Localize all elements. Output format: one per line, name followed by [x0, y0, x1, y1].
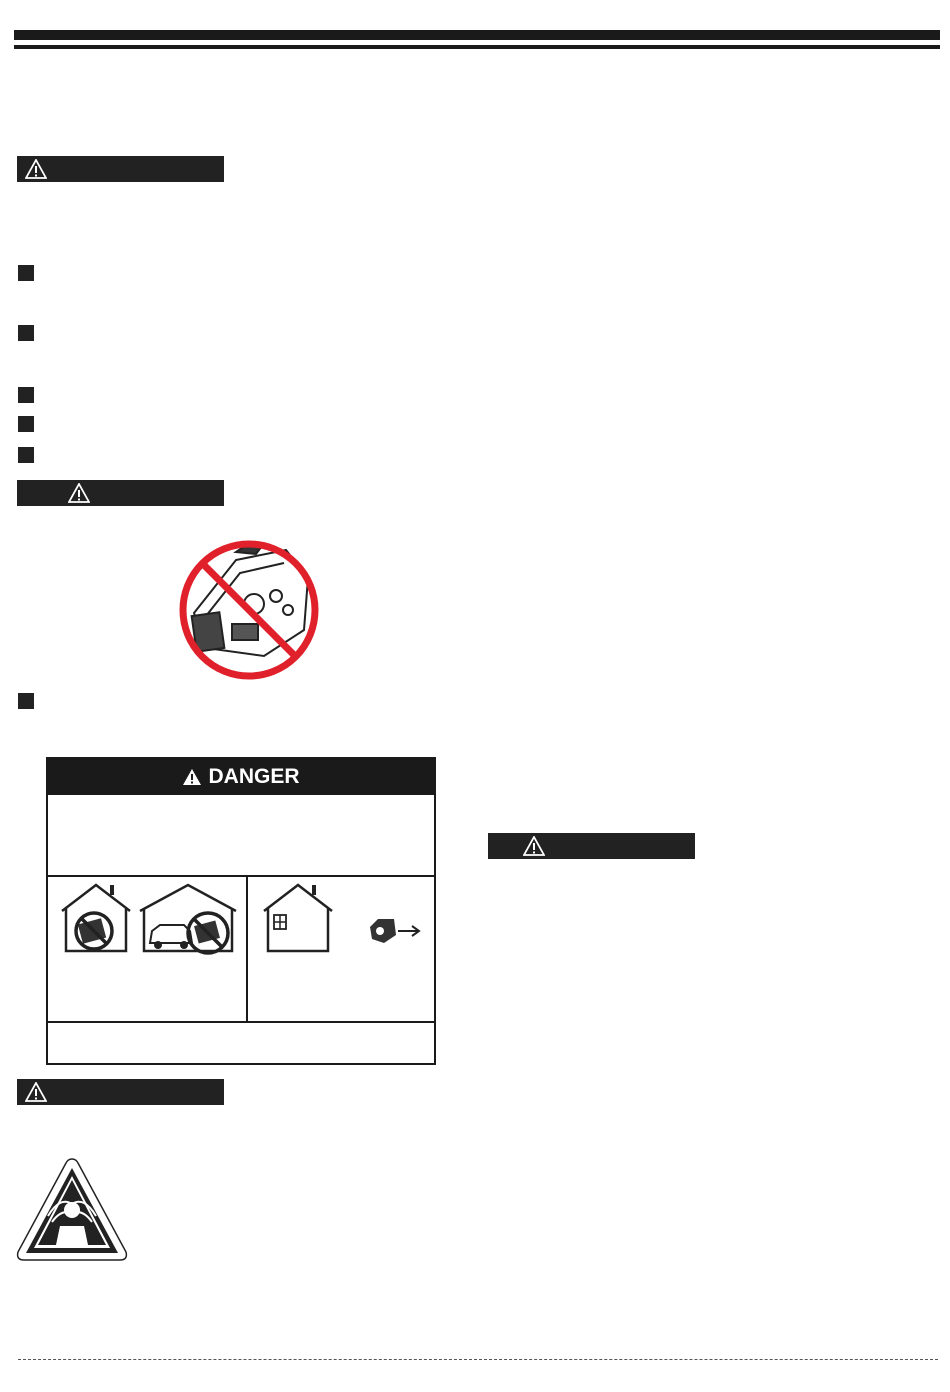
list-bullet	[18, 265, 34, 281]
divider	[246, 875, 248, 1021]
garage-no-generator-icon	[138, 881, 238, 961]
list-bullet	[18, 387, 34, 403]
footer-rule	[18, 1359, 938, 1360]
house-generator-outside-icon	[260, 881, 430, 953]
danger-title: DANGER	[208, 765, 300, 788]
danger-panel	[46, 757, 436, 1065]
warning-bar	[17, 480, 224, 506]
generator-prohibited-icon	[176, 538, 322, 682]
warning-bar	[17, 156, 224, 182]
list-bullet	[18, 693, 34, 709]
warning-triangle-icon	[68, 483, 90, 503]
warning-triangle-icon	[182, 768, 202, 786]
warning-bar	[17, 1079, 224, 1105]
toxic-fumes-warning-icon	[14, 1156, 130, 1264]
list-bullet	[18, 447, 34, 463]
header-rule-thick	[14, 30, 940, 40]
list-bullet	[18, 325, 34, 341]
divider	[48, 1021, 434, 1023]
warning-triangle-icon	[523, 836, 545, 856]
warning-triangle-icon	[25, 159, 47, 179]
divider	[48, 875, 434, 877]
warning-triangle-icon	[25, 1082, 47, 1102]
warning-bar	[488, 833, 695, 859]
header-rule-thin	[14, 45, 940, 49]
list-bullet	[18, 416, 34, 432]
danger-header	[48, 759, 434, 795]
house-no-generator-icon	[58, 881, 134, 953]
